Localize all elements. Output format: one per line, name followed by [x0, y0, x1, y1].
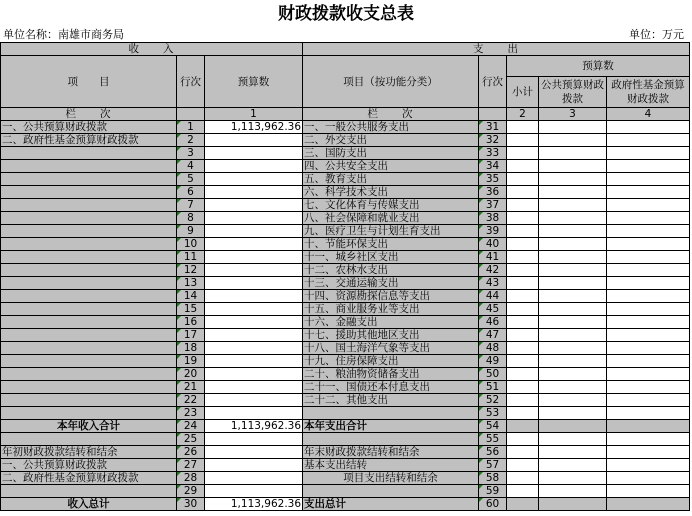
subtotal-cell[interactable]: [507, 485, 539, 498]
income-line-no-cell: 3: [177, 147, 205, 160]
income-item-cell: [1, 329, 177, 342]
income-item-cell: 二、政府性基金预算财政拨款: [1, 134, 177, 147]
income-budget-cell[interactable]: [205, 134, 303, 147]
gov-fund-cell[interactable]: [607, 381, 690, 394]
gov-fund-cell[interactable]: [607, 433, 690, 446]
income-line-no-cell: 19: [177, 355, 205, 368]
expense-item-cell: [303, 433, 479, 446]
subtotal-header: 小计: [507, 77, 539, 108]
income-line-no-cell: 5: [177, 173, 205, 186]
income-line-no-cell: 11: [177, 251, 205, 264]
gov-fund-cell[interactable]: [607, 355, 690, 368]
income-budget-cell[interactable]: [205, 212, 303, 225]
gov-fund-header: 政府性基金预算财政拨款: [607, 77, 690, 108]
table-row: [1, 303, 690, 316]
table-row: [1, 173, 690, 186]
gov-fund-cell[interactable]: [607, 277, 690, 290]
income-line-no-cell: 2: [177, 134, 205, 147]
expense-line-no-header: 行次: [479, 56, 507, 108]
gov-fund-cell[interactable]: [607, 446, 690, 459]
table-row: [1, 251, 690, 264]
subtotal-cell[interactable]: [507, 394, 539, 407]
subtotal-cell[interactable]: [507, 251, 539, 264]
income-budget-cell[interactable]: 1,113,962.36: [205, 121, 303, 134]
income-line-no-cell: 1: [177, 121, 205, 134]
subtotal-cell[interactable]: [507, 303, 539, 316]
income-item-cell: [1, 407, 177, 420]
income-line-no-cell: 7: [177, 199, 205, 212]
gov-fund-cell[interactable]: [607, 368, 690, 381]
expense-line-no-cell: 44: [479, 290, 507, 303]
public-budget-cell[interactable]: [539, 420, 607, 433]
income-item-cell: [1, 433, 177, 446]
table-row: [1, 199, 690, 212]
public-budget-cell[interactable]: [539, 121, 607, 134]
report-title: 财政拨款收支总表: [278, 4, 414, 24]
income-line-no-cell: 29: [177, 485, 205, 498]
income-line-no-cell: 14: [177, 290, 205, 303]
income-item-cell: [1, 238, 177, 251]
income-line-no-cell: 23: [177, 407, 205, 420]
expense-item-cell: 基本支出结转: [303, 459, 479, 472]
income-line-no-cell: 16: [177, 316, 205, 329]
public-budget-cell[interactable]: [539, 134, 607, 147]
table-row: [1, 433, 690, 446]
table-row: [1, 381, 690, 394]
public-budget-cell[interactable]: [539, 407, 607, 420]
subtotal-cell[interactable]: [507, 147, 539, 160]
income-budget-cell[interactable]: [205, 342, 303, 355]
unit-name: 单位名称：南雄市商务局: [3, 28, 124, 41]
expense-item-cell: 十二、农林水支出: [303, 264, 479, 277]
public-budget-cell[interactable]: [539, 368, 607, 381]
expense-line-no-cell: 51: [479, 381, 507, 394]
expense-item-cell: 十六、金融支出: [303, 316, 479, 329]
gov-fund-cell[interactable]: [607, 134, 690, 147]
public-budget-cell[interactable]: [539, 147, 607, 160]
subtotal-cell[interactable]: [507, 134, 539, 147]
public-budget-cell[interactable]: [539, 459, 607, 472]
income-column-label: 栏 次: [1, 108, 177, 121]
public-budget-cell[interactable]: [539, 251, 607, 264]
income-item-cell: [1, 277, 177, 290]
table-row: [1, 329, 690, 342]
income-item-cell: [1, 225, 177, 238]
public-budget-header: 公共预算财政拨款: [539, 77, 607, 108]
income-budget-cell[interactable]: [205, 329, 303, 342]
subtotal-cell[interactable]: [507, 212, 539, 225]
budget-group-header: 预算数: [507, 56, 690, 77]
expense-line-no-cell: 57: [479, 459, 507, 472]
expense-item-cell: 十五、商业服务业等支出: [303, 303, 479, 316]
income-budget-cell[interactable]: [205, 355, 303, 368]
expense-line-no-cell: 56: [479, 446, 507, 459]
subtotal-cell[interactable]: [507, 160, 539, 173]
income-line-no-cell: 13: [177, 277, 205, 290]
subtotal-cell[interactable]: [507, 446, 539, 459]
expense-item-cell: 四、公共安全支出: [303, 160, 479, 173]
gov-fund-cell[interactable]: [607, 199, 690, 212]
public-budget-cell[interactable]: [539, 290, 607, 303]
subtotal-cell[interactable]: [507, 238, 539, 251]
expense-item-cell: 项目支出结转和结余: [303, 472, 479, 485]
expense-line-no-cell: 42: [479, 264, 507, 277]
income-budget-cell[interactable]: [205, 290, 303, 303]
income-budget-cell[interactable]: [205, 173, 303, 186]
table-row: [1, 212, 690, 225]
income-budget-cell[interactable]: [205, 472, 303, 485]
income-line-no-cell: 26: [177, 446, 205, 459]
public-budget-cell[interactable]: [539, 277, 607, 290]
income-item-cell: [1, 355, 177, 368]
income-item-cell: [1, 160, 177, 173]
table-row: [1, 186, 690, 199]
income-line-no-cell: 24: [177, 420, 205, 433]
expense-line-no-cell: 32: [479, 134, 507, 147]
unit-line: [0, 27, 692, 42]
income-item-cell: [1, 485, 177, 498]
col-4-label: 4: [607, 108, 690, 121]
income-budget-cell[interactable]: [205, 381, 303, 394]
income-line-no-cell: 30: [177, 498, 205, 511]
table-row: [1, 342, 690, 355]
expense-item-cell: 本年支出合计: [303, 420, 479, 433]
col-2-label: 2: [507, 108, 539, 121]
expense-line-no-cell: 55: [479, 433, 507, 446]
subtotal-cell[interactable]: [507, 368, 539, 381]
expense-item-cell: 二十二、其他支出: [303, 394, 479, 407]
expense-item-cell: 十一、城乡社区支出: [303, 251, 479, 264]
income-item-cell: [1, 368, 177, 381]
expense-item-cell: 七、文化体育与传媒支出: [303, 199, 479, 212]
gov-fund-cell[interactable]: [607, 186, 690, 199]
income-item-cell: 一、公共预算财政拨款: [1, 459, 177, 472]
expense-item-cell: 二十、粮油物资储备支出: [303, 368, 479, 381]
table-row: [1, 160, 690, 173]
income-line-no-cell: 4: [177, 160, 205, 173]
subtotal-cell[interactable]: [507, 225, 539, 238]
gov-fund-cell[interactable]: [607, 407, 690, 420]
public-budget-cell[interactable]: [539, 316, 607, 329]
expense-item-cell: 十、节能环保支出: [303, 238, 479, 251]
income-line-no-cell: 6: [177, 186, 205, 199]
expense-item-cell: 六、科学技术支出: [303, 186, 479, 199]
income-line-no-cell: 20: [177, 368, 205, 381]
gov-fund-cell[interactable]: [607, 329, 690, 342]
expense-item-cell: 十三、交通运输支出: [303, 277, 479, 290]
public-budget-cell[interactable]: [539, 498, 607, 511]
income-line-no-cell: 22: [177, 394, 205, 407]
expense-line-no-cell: 36: [479, 186, 507, 199]
col-3-label: 3: [539, 108, 607, 121]
expense-item-cell: 十九、住房保障支出: [303, 355, 479, 368]
income-budget-cell[interactable]: [205, 186, 303, 199]
income-item-cell: [1, 173, 177, 186]
table-row: [1, 420, 690, 433]
expense-line-no-cell: 33: [479, 147, 507, 160]
income-item-cell: [1, 394, 177, 407]
budget-table: [0, 42, 690, 511]
public-budget-cell[interactable]: [539, 199, 607, 212]
table-row: [1, 368, 690, 381]
expense-line-no-cell: 47: [479, 329, 507, 342]
income-line-no-cell: 12: [177, 264, 205, 277]
subtotal-cell[interactable]: [507, 121, 539, 134]
expense-item-cell: [303, 407, 479, 420]
income-line-no-cell: 27: [177, 459, 205, 472]
income-budget-cell[interactable]: [205, 199, 303, 212]
expense-line-no-cell: 58: [479, 472, 507, 485]
gov-fund-cell[interactable]: [607, 459, 690, 472]
gov-fund-cell[interactable]: [607, 212, 690, 225]
expense-line-no-cell: 50: [479, 368, 507, 381]
gov-fund-cell[interactable]: [607, 160, 690, 173]
expense-line-no-cell: 40: [479, 238, 507, 251]
table-row: [1, 394, 690, 407]
income-item-cell: [1, 199, 177, 212]
table-row: [1, 446, 690, 459]
income-budget-cell[interactable]: [205, 225, 303, 238]
income-item-cell: 二、政府性基金预算财政拨款: [1, 472, 177, 485]
gov-fund-cell[interactable]: [607, 420, 690, 433]
income-budget-cell[interactable]: [205, 485, 303, 498]
income-item-cell: 年初财政拨款结转和结余: [1, 446, 177, 459]
income-line-no-cell: 18: [177, 342, 205, 355]
expense-item-cell: 二、外交支出: [303, 134, 479, 147]
income-budget-cell[interactable]: [205, 303, 303, 316]
gov-fund-cell[interactable]: [607, 472, 690, 485]
table-row: [1, 498, 690, 511]
table-row: [1, 225, 690, 238]
col-1-label: 1: [205, 108, 303, 121]
income-item-cell: [1, 342, 177, 355]
table-row: [1, 316, 690, 329]
subtotal-cell[interactable]: [507, 199, 539, 212]
income-budget-cell[interactable]: [205, 277, 303, 290]
expense-item-cell: 八、社会保障和就业支出: [303, 212, 479, 225]
gov-fund-cell[interactable]: [607, 342, 690, 355]
income-budget-cell[interactable]: [205, 407, 303, 420]
gov-fund-cell[interactable]: [607, 251, 690, 264]
expense-item-cell: 二十一、国债还本付息支出: [303, 381, 479, 394]
income-item-cell: 收入总计: [1, 498, 177, 511]
gov-fund-cell[interactable]: [607, 264, 690, 277]
expense-line-no-cell: 41: [479, 251, 507, 264]
table-row: [1, 472, 690, 485]
table-row: [1, 121, 690, 134]
subtotal-cell[interactable]: [507, 173, 539, 186]
public-budget-cell[interactable]: [539, 173, 607, 186]
table-row: [1, 407, 690, 420]
income-budget-cell[interactable]: [205, 459, 303, 472]
expense-item-cell: 五、教育支出: [303, 173, 479, 186]
public-budget-cell[interactable]: [539, 329, 607, 342]
gov-fund-cell[interactable]: [607, 316, 690, 329]
expense-line-no-cell: 60: [479, 498, 507, 511]
line-no-header: 行次: [177, 56, 205, 108]
expense-line-no-cell: 37: [479, 199, 507, 212]
income-budget-cell[interactable]: [205, 264, 303, 277]
expense-line-no-cell: 45: [479, 303, 507, 316]
table-row: [1, 264, 690, 277]
table-row: [1, 238, 690, 251]
public-budget-cell[interactable]: [539, 212, 607, 225]
expense-item-cell: 十四、资源勘探信息等支出: [303, 290, 479, 303]
expense-item-cell: 支出总计: [303, 498, 479, 511]
subtotal-cell[interactable]: [507, 407, 539, 420]
income-item-cell: 本年收入合计: [1, 420, 177, 433]
subtotal-cell[interactable]: [507, 472, 539, 485]
subtotal-cell[interactable]: [507, 459, 539, 472]
expense-line-no-cell: 49: [479, 355, 507, 368]
expense-line-no-cell: 38: [479, 212, 507, 225]
public-budget-cell[interactable]: [539, 446, 607, 459]
income-item-cell: 一、公共预算财政拨款: [1, 121, 177, 134]
income-line-no-cell: 9: [177, 225, 205, 238]
public-budget-cell[interactable]: [539, 433, 607, 446]
public-budget-cell[interactable]: [539, 186, 607, 199]
public-budget-cell[interactable]: [539, 472, 607, 485]
income-budget-cell[interactable]: [205, 251, 303, 264]
income-line-no-cell: 15: [177, 303, 205, 316]
expense-line-no-cell: 54: [479, 420, 507, 433]
gov-fund-cell[interactable]: [607, 303, 690, 316]
gov-fund-cell[interactable]: [607, 290, 690, 303]
subtotal-cell[interactable]: [507, 329, 539, 342]
subtotal-cell[interactable]: [507, 186, 539, 199]
public-budget-cell[interactable]: [539, 160, 607, 173]
subtotal-cell[interactable]: [507, 277, 539, 290]
income-item-cell: [1, 186, 177, 199]
expense-item-header: 项目（按功能分类）: [303, 56, 479, 108]
expense-line-no-cell: 59: [479, 485, 507, 498]
income-budget-cell[interactable]: [205, 394, 303, 407]
subtotal-cell[interactable]: [507, 342, 539, 355]
expense-item-cell: 九、医疗卫生与计划生育支出: [303, 225, 479, 238]
income-line-no-cell: 10: [177, 238, 205, 251]
subtotal-cell[interactable]: [507, 381, 539, 394]
subtotal-cell[interactable]: [507, 433, 539, 446]
expense-item-cell: 十八、国土海洋气象等支出: [303, 342, 479, 355]
gov-fund-cell[interactable]: [607, 173, 690, 186]
unit-measure: 单位：万元: [629, 28, 684, 41]
income-line-no-cell: 28: [177, 472, 205, 485]
public-budget-cell[interactable]: [539, 355, 607, 368]
table-row: [1, 147, 690, 160]
table-row: [1, 355, 690, 368]
gov-fund-cell[interactable]: [607, 147, 690, 160]
income-item-cell: [1, 303, 177, 316]
gov-fund-cell[interactable]: [607, 485, 690, 498]
subtotal-cell[interactable]: [507, 355, 539, 368]
expense-header: 支 出: [303, 43, 690, 56]
income-line-no-cell: 25: [177, 433, 205, 446]
income-item-cell: [1, 290, 177, 303]
public-budget-cell[interactable]: [539, 394, 607, 407]
expense-column-label: 栏 次: [303, 108, 479, 121]
expense-item-cell: [303, 485, 479, 498]
income-budget-cell[interactable]: 1,113,962.36: [205, 420, 303, 433]
table-row: [1, 277, 690, 290]
item-header: 项 目: [1, 56, 177, 108]
gov-fund-cell[interactable]: [607, 238, 690, 251]
income-item-cell: [1, 316, 177, 329]
expense-line-no-cell: 35: [479, 173, 507, 186]
expense-line-no-cell: 46: [479, 316, 507, 329]
public-budget-cell[interactable]: [539, 303, 607, 316]
gov-fund-cell[interactable]: [607, 225, 690, 238]
expense-item-cell: 三、国防支出: [303, 147, 479, 160]
expense-line-no-cell: 52: [479, 394, 507, 407]
income-budget-cell[interactable]: [205, 446, 303, 459]
income-header: 收 入: [1, 43, 303, 56]
table-row: [1, 134, 690, 147]
expense-line-no-cell: 48: [479, 342, 507, 355]
income-item-cell: [1, 147, 177, 160]
gov-fund-cell[interactable]: [607, 498, 690, 511]
income-budget-cell[interactable]: [205, 238, 303, 251]
expense-line-no-cell: 53: [479, 407, 507, 420]
subtotal-cell[interactable]: [507, 498, 539, 511]
expense-line-no-cell: 43: [479, 277, 507, 290]
subtotal-cell[interactable]: [507, 264, 539, 277]
income-line-no-cell: 21: [177, 381, 205, 394]
public-budget-cell[interactable]: [539, 381, 607, 394]
income-line-no-cell: 17: [177, 329, 205, 342]
table-row: [1, 290, 690, 303]
public-budget-cell[interactable]: [539, 485, 607, 498]
income-budget-cell[interactable]: [205, 160, 303, 173]
public-budget-cell[interactable]: [539, 342, 607, 355]
income-item-cell: [1, 251, 177, 264]
expense-line-no-cell: 34: [479, 160, 507, 173]
income-item-cell: [1, 381, 177, 394]
public-budget-cell[interactable]: [539, 225, 607, 238]
table-row: [1, 459, 690, 472]
table-row: [1, 485, 690, 498]
income-budget-cell[interactable]: [205, 433, 303, 446]
expense-item-cell: 十七、援助其他地区支出: [303, 329, 479, 342]
expense-item-cell: 年末财政拨款结转和结余: [303, 446, 479, 459]
expense-line-no-cell: 39: [479, 225, 507, 238]
income-budget-cell[interactable]: [205, 368, 303, 381]
gov-fund-cell[interactable]: [607, 121, 690, 134]
expense-item-cell: 一、一般公共服务支出: [303, 121, 479, 134]
gov-fund-cell[interactable]: [607, 394, 690, 407]
income-item-cell: [1, 264, 177, 277]
income-budget-cell[interactable]: 1,113,962.36: [205, 498, 303, 511]
subtotal-cell[interactable]: [507, 290, 539, 303]
expense-line-no-cell: 31: [479, 121, 507, 134]
budget-amount-header: 预算数: [205, 56, 303, 108]
income-budget-cell[interactable]: [205, 316, 303, 329]
subtotal-cell[interactable]: [507, 420, 539, 433]
public-budget-cell[interactable]: [539, 264, 607, 277]
income-budget-cell[interactable]: [205, 147, 303, 160]
subtotal-cell[interactable]: [507, 316, 539, 329]
income-item-cell: [1, 212, 177, 225]
public-budget-cell[interactable]: [539, 238, 607, 251]
income-line-no-cell: 8: [177, 212, 205, 225]
